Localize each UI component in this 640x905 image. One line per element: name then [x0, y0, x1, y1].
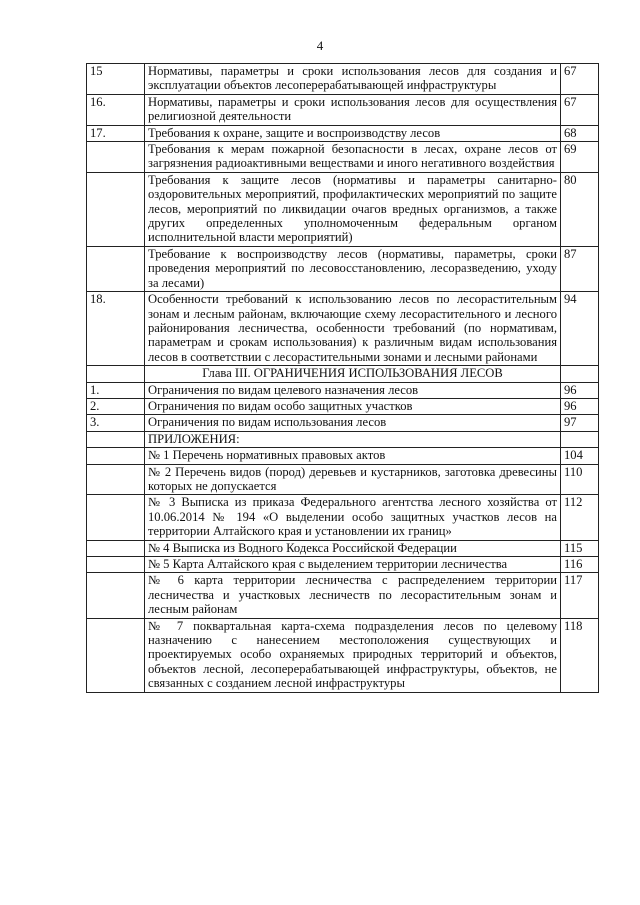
- row-page-number: 117: [561, 573, 599, 618]
- row-page-number: 67: [561, 94, 599, 125]
- row-number: [87, 246, 145, 291]
- table-row: [87, 125, 599, 141]
- row-title: № 5 Карта Алтайского края с выделением территории лесничества: [145, 557, 561, 573]
- row-number: 3.: [87, 415, 145, 431]
- row-number: [87, 464, 145, 495]
- row-page-number: 112: [561, 495, 599, 540]
- row-number: 15: [87, 64, 145, 95]
- toc-body: [87, 64, 599, 693]
- row-title: № 7 поквартальная карта-схема подразделения лесов по целевому назначению с нанесением местоположения существующих и проектируемых особо охраняемых природных территорий и объектов, объектов лесной, лесоперерабатывающей инфраструктуры, объектов, не связанных с созданием лесной инфраструктуры: [145, 618, 561, 692]
- table-row: [87, 142, 599, 173]
- row-number: [87, 366, 145, 382]
- table-row: [87, 172, 599, 246]
- table-row: [87, 540, 599, 556]
- row-title: Нормативы, параметры и сроки использования лесов для осуществления религиозной деятельности: [145, 94, 561, 125]
- row-page-number: 80: [561, 172, 599, 246]
- row-title: Ограничения по видам целевого назначения лесов: [145, 382, 561, 398]
- row-number: [87, 448, 145, 464]
- row-number: [87, 142, 145, 173]
- row-title: № 6 карта территории лесничества с распределением территории лесничества и участковых лесничеств по лесорастительным зонам и лесным районам: [145, 573, 561, 618]
- row-title: Нормативы, параметры и сроки использования лесов для создания и эксплуатации объектов лесоперерабатывающей инфраструктуры: [145, 64, 561, 95]
- row-page-number: 69: [561, 142, 599, 173]
- row-page-number: 94: [561, 292, 599, 366]
- row-number: 16.: [87, 94, 145, 125]
- row-number: 17.: [87, 125, 145, 141]
- table-row: [87, 618, 599, 692]
- row-page-number: 67: [561, 64, 599, 95]
- row-number: [87, 431, 145, 447]
- row-title: Требования к охране, защите и воспроизводству лесов: [145, 125, 561, 141]
- row-number: 1.: [87, 382, 145, 398]
- row-page-number: [561, 431, 599, 447]
- row-page-number: 115: [561, 540, 599, 556]
- table-row: [87, 366, 599, 382]
- table-row: [87, 431, 599, 447]
- row-title: № 1 Перечень нормативных правовых актов: [145, 448, 561, 464]
- row-page-number: 110: [561, 464, 599, 495]
- table-row: [87, 495, 599, 540]
- row-number: [87, 557, 145, 573]
- table-row: [87, 246, 599, 291]
- row-page-number: 116: [561, 557, 599, 573]
- table-row: [87, 292, 599, 366]
- row-title: Особенности требований к использованию лесов по лесорастительным зонам и лесным районам, включающие схему лесорастительного и лесного районирования лесничества, особенности требований (по нормативам, параметрам и срокам использования) к различным видам использования лесов в соответствии с лесорастительными зонами и лесными районами: [145, 292, 561, 366]
- row-number: [87, 495, 145, 540]
- row-page-number: 104: [561, 448, 599, 464]
- row-title: ПРИЛОЖЕНИЯ:: [145, 431, 561, 447]
- row-page-number: 87: [561, 246, 599, 291]
- table-row: [87, 448, 599, 464]
- row-number: [87, 573, 145, 618]
- row-title: Требования к защите лесов (нормативы и параметры санитарно-оздоровительных мероприятий, профилактических мероприятий по защите лесов, мероприятий по ликвидации очагов вредных организмов, а также других определенных уполномоченным федеральным органом исполнительной власти мероприятий): [145, 172, 561, 246]
- table-of-contents: [86, 63, 599, 693]
- row-page-number: 118: [561, 618, 599, 692]
- row-title: Глава III. ОГРАНИЧЕНИЯ ИСПОЛЬЗОВАНИЯ ЛЕСОВ: [145, 366, 561, 382]
- table-row: [87, 464, 599, 495]
- row-page-number: [561, 366, 599, 382]
- row-title: № 3 Выписка из приказа Федерального агентства лесного хозяйства от 10.06.2014 № 194 «О выделении особо защитных участков лесов на территории Алтайского края и установлении их границ»: [145, 495, 561, 540]
- table-row: [87, 573, 599, 618]
- table-row: [87, 415, 599, 431]
- row-title: Требование к воспроизводству лесов (нормативы, параметры, сроки проведения мероприятий по лесовосстановлению, лесоразведению, уходу за лесами): [145, 246, 561, 291]
- row-page-number: 97: [561, 415, 599, 431]
- row-number: 2.: [87, 398, 145, 414]
- row-number: 18.: [87, 292, 145, 366]
- table-row: [87, 398, 599, 414]
- row-number: [87, 172, 145, 246]
- row-title: № 2 Перечень видов (пород) деревьев и кустарников, заготовка древесины которых не допускается: [145, 464, 561, 495]
- table-row: [87, 557, 599, 573]
- row-number: [87, 540, 145, 556]
- row-page-number: 96: [561, 398, 599, 414]
- row-page-number: 96: [561, 382, 599, 398]
- table-row: [87, 94, 599, 125]
- row-title: Ограничения по видам особо защитных участков: [145, 398, 561, 414]
- row-title: Требования к мерам пожарной безопасности в лесах, охране лесов от загрязнения радиоактивными веществами и иного негативного воздействия: [145, 142, 561, 173]
- row-page-number: 68: [561, 125, 599, 141]
- row-number: [87, 618, 145, 692]
- row-title: Ограничения по видам использования лесов: [145, 415, 561, 431]
- page-number: 4: [316, 38, 324, 53]
- table-row: [87, 382, 599, 398]
- table-row: [87, 64, 599, 95]
- row-title: № 4 Выписка из Водного Кодекса Российской Федерации: [145, 540, 561, 556]
